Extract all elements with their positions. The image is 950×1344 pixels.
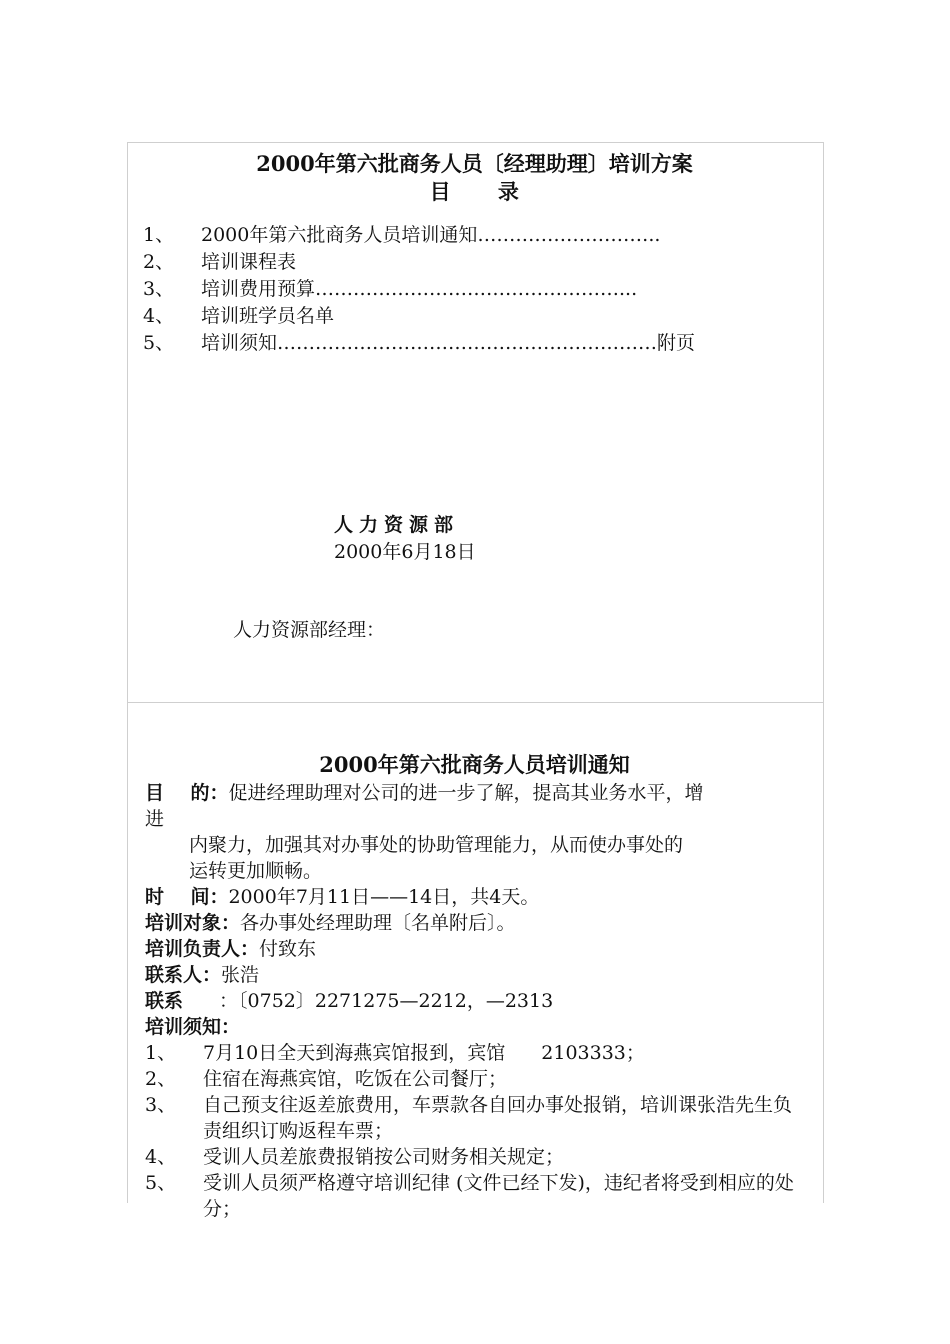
rule-text: 住宿在海燕宾馆，吃饭在公司餐厅； [203,1068,508,1090]
toc-item-number: 3、 [143,278,175,300]
rule-phone: 2103333； [541,1042,645,1064]
toc-item [143,222,695,249]
leader-line [145,936,810,962]
toc-item-number: 5、 [143,332,175,354]
contact-line [145,962,810,988]
time-line [145,884,810,910]
purpose-label: 目 的： [145,782,229,804]
rule-number: 5、 [145,1172,177,1194]
purpose-line [145,780,810,806]
purpose-text-wrap: 进 [145,808,165,830]
target-line [145,910,810,936]
rule-number: 3、 [145,1094,177,1116]
list-item [145,1144,810,1170]
rule-text: 自己预支往返差旅费用，车票款各自回办事处报销，培训课张浩先生负责组织订购返程车票； [203,1094,793,1142]
notice-body [145,780,810,1222]
rule-text-wrap [203,1040,810,1066]
notice-title: 2000年第六批商务人员培训通知 [319,752,630,777]
toc-item-text: 培训须知…………………………………………………… [201,332,658,354]
rule-text: 7月10日全天到海燕宾馆报到，宾馆 [203,1042,506,1064]
plan-title: 2000年第六批商务人员〔经理助理〕培训方案 [256,151,693,176]
manager-signature-label: 人力资源部经理： [233,619,386,641]
toc-item-text: 培训费用预算…………………………………………... [201,278,638,300]
time-value: 2000年7月11日——14日，共4天。 [228,886,540,908]
rule-number: 4、 [145,1146,177,1168]
purpose-text-cont: 内聚力，加强其对办事处的协助管理能力，从而使办事处的 [189,834,684,856]
list-item [145,1066,810,1092]
phone-label: 联系 [145,990,184,1012]
list-item [145,1170,810,1222]
phone-line [145,988,810,1014]
issue-date: 2000年6月18日 [334,541,476,563]
toc-item [143,276,695,303]
toc-item-page: 附页 [657,332,696,354]
toc-item-number: 4、 [143,305,175,327]
purpose-text: 促进经理助理对公司的进一步了解，提高其业务水平，增 [228,782,704,804]
leader-label: 培训负责人： [145,938,260,960]
department-name: 人力资源部 [334,514,460,536]
toc-item [143,303,695,330]
contact-label: 联系人： [145,964,222,986]
rule-number: 1、 [145,1042,177,1064]
toc-item [143,249,695,276]
list-item [145,1040,810,1066]
target-value: 各办事处经理助理〔名单附后〕。 [240,912,516,934]
toc-item-number: 2、 [143,251,175,273]
rule-text: 受训人员差旅费报销按公司财务相关规定； [203,1146,565,1168]
rules-label: 培训须知： [145,1016,241,1038]
toc-item-text: 培训班学员名单 [201,305,335,327]
toc-item-text: 2000年第六批商务人员培训通知……………………….. [201,224,661,246]
toc-item-text: 培训课程表 [201,251,297,273]
contact-value: 张浩 [221,964,260,986]
purpose-text-end: 运转更加顺畅。 [189,860,323,882]
list-item [145,1092,810,1144]
target-label: 培训对象： [145,912,241,934]
leader-value: 付致东 [259,938,317,960]
toc-item-number: 1、 [143,224,175,246]
toc-heading: 目 录 [429,179,520,204]
table-of-contents [143,222,695,357]
rule-text: 受训人员须严格遵守培训纪律 (文件已经下发)，违纪者将受到相应的处分； [203,1172,794,1220]
rule-number: 2、 [145,1068,177,1090]
phone-value: ：〔0752〕2271275—2212，—2313 [219,990,554,1012]
time-label: 时 间： [145,886,229,908]
toc-item [143,330,695,357]
